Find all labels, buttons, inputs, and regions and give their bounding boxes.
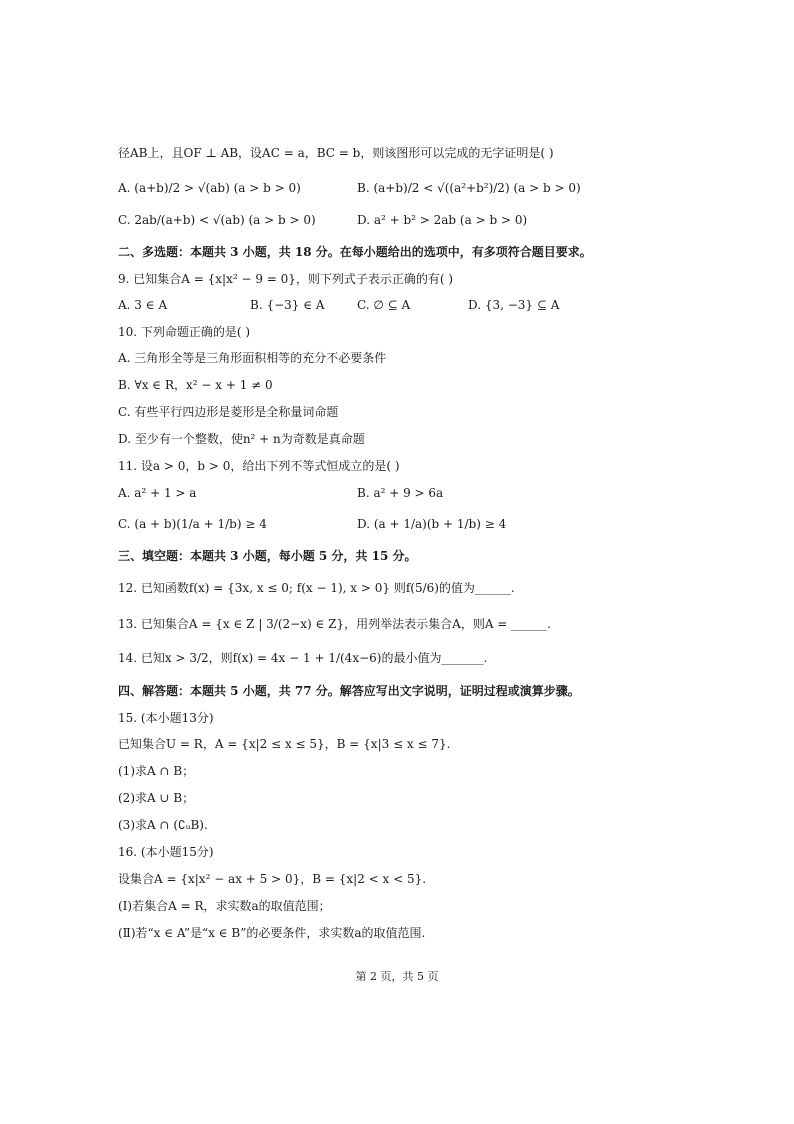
option-9a: A. 3 ∈ A [118, 298, 168, 312]
section-heading-multiple-choice: 二、多选题：本题共 3 小题，共 18 分。在每小题给出的选项中，有多项符合题目要求。 [118, 245, 592, 259]
section-heading-solutions: 四、解答题：本题共 5 小题，共 77 分。解答应写出文字说明，证明过程或演算步骤。 [118, 684, 580, 698]
question-16-stem: 设集合A = {x|x² − ax + 5 > 0}，B = {x|2 < x < 5}. [118, 872, 427, 886]
option-10a: A. 三角形全等是三角形面积相等的充分不必要条件 [118, 351, 387, 365]
option-11b: B. a² + 9 > 6a [357, 486, 444, 500]
question-13: 13. 已知集合A = {x ∈ Z | 3/(2−x) ∈ Z}，用列举法表示集合A，则A = ______. [118, 617, 551, 631]
page-footer: 第 2 页，共 5 页 [355, 970, 439, 983]
option-8b: B. (a+b)/2 < √((a²+b²)/2) (a > b > 0) [357, 181, 581, 195]
option-10b: B. ∀x ∈ R，x² − x + 1 ≠ 0 [118, 378, 273, 392]
question-15-header: 15. (本小题13分) [118, 711, 214, 725]
question-8-stem-continued: 径AB上，且OF ⊥ AB，设AC = a，BC = b，则该图形可以完成的无字证明是( ) [118, 146, 554, 160]
option-9d: D. {3, −3} ⊆ A [468, 298, 560, 312]
question-9-stem: 9. 已知集合A = {x|x² − 9 = 0}，则下列式子表示正确的有( ) [118, 272, 454, 286]
option-11d: D. (a + 1/a)(b + 1/b) ≥ 4 [357, 517, 507, 531]
question-16-part-2: (Ⅱ)若“x ∈ A”是“x ∈ B”的必要条件，求实数a的取值范围. [118, 926, 426, 940]
option-9b: B. {−3} ∈ A [250, 298, 325, 312]
option-8d: D. a² + b² > 2ab (a > b > 0) [357, 213, 528, 227]
question-12: 12. 已知函数f(x) = {3x, x ≤ 0; f(x − 1), x > 0} 则f(5/6)的值为______. [118, 581, 515, 595]
option-8a: A. (a+b)/2 > √(ab) (a > b > 0) [118, 181, 301, 195]
option-8c: C. 2ab/(a+b) < √(ab) (a > b > 0) [118, 213, 316, 227]
question-15-part-1: (1)求A ∩ B； [118, 764, 195, 778]
question-15-stem: 已知集合U = R，A = {x|2 ≤ x ≤ 5}，B = {x|3 ≤ x ≤ 7}. [118, 737, 451, 751]
question-15-part-2: (2)求A ∪ B； [118, 791, 195, 805]
question-10-stem: 10. 下列命题正确的是( ) [118, 325, 251, 339]
option-11a: A. a² + 1 > a [118, 486, 197, 500]
option-10d: D. 至少有一个整数，使n² + n为奇数是真命题 [118, 432, 365, 446]
option-11c: C. (a + b)(1/a + 1/b) ≥ 4 [118, 517, 267, 531]
question-11-stem: 11. 设a > 0，b > 0，给出下列不等式恒成立的是( ) [118, 459, 400, 473]
section-heading-fill-in: 三、填空题：本题共 3 小题，每小题 5 分，共 15 分。 [118, 549, 417, 563]
question-16-part-1: (Ⅰ)若集合A = R，求实数a的取值范围； [118, 899, 331, 913]
question-16-header: 16. (本小题15分) [118, 845, 214, 859]
question-14: 14. 已知x > 3/2，则f(x) = 4x − 1 + 1/(4x−6)的最小值为_______. [118, 651, 488, 665]
option-10c: C. 有些平行四边形是菱形是全称量词命题 [118, 405, 339, 419]
option-9c: C. ∅ ⊆ A [357, 298, 411, 312]
question-15-part-3: (3)求A ∩ (∁ᵤB). [118, 818, 208, 832]
